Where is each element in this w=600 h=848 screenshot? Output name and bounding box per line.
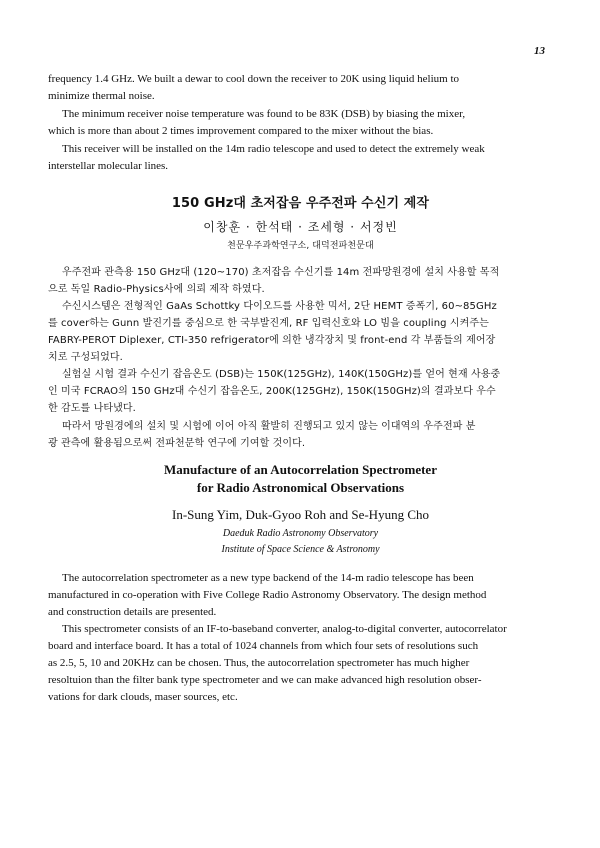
text-line: as 2.5, 5, 10 and 20KHz can be chosen. Thus, the autocorrelation spectrometer has much higher xyxy=(48,657,470,669)
text-line: 한 감도를 나타냈다. xyxy=(48,403,136,414)
text-line: manufactured in co-operation with Five College Radio Astronomy Observatory. The design method xyxy=(48,589,487,601)
text-line: and construction details are presented. xyxy=(48,606,217,618)
text-line: board and interface board. It has a total of 1024 channels from which four sets of resolutions such xyxy=(48,640,479,652)
text-line: minimize thermal noise. xyxy=(48,90,155,102)
korean-paragraph-2 xyxy=(48,298,545,366)
intro-paragraph-1 xyxy=(48,71,545,105)
english-paragraph-1 xyxy=(48,570,545,621)
text-line: vations for dark clouds, maser sources, etc. xyxy=(48,691,238,703)
korean-paragraph-4 xyxy=(48,418,545,452)
page-number: 13 xyxy=(534,45,545,57)
text-line: This receiver will be installed on the 14m radio telescope and used to detect the extremely weak xyxy=(62,143,485,155)
text-line: frequency 1.4 GHz. We built a dewar to cool down the receiver to 20K using liquid helium to xyxy=(48,73,460,85)
korean-paragraph-3 xyxy=(48,366,545,417)
text-line: 광 관측에 활용됨으로써 전파천문학 연구에 기여할 것이다. xyxy=(48,438,306,449)
text-line: 치로 구성되었다. xyxy=(48,352,123,363)
intro-paragraph-2 xyxy=(48,106,545,140)
text-line: which is more than about 2 times improvement compared to the mixer without the bias. xyxy=(48,125,434,137)
text-line: FABRY-PEROT Diplexer, CTI-350 refrigerator에 의한 냉각장치 및 front-end 각 부품들의 제어장 xyxy=(48,335,496,346)
text-line: 따라서 망원경에의 설치 및 시험에 이어 아직 활발히 진행되고 있지 않는 이대역의 우주전파 분 xyxy=(62,421,476,432)
english-article-affiliation-1: Daeduk Radio Astronomy Observatory xyxy=(222,528,379,539)
text-line: 우주전파 관측용 150 GHz대 (120~170) 초저잡음 수신기를 14m 전파망원경에 설치 사용할 목적 xyxy=(62,267,500,278)
text-line: 으로 독일 Radio-Physics사에 의뢰 제작 하였다. xyxy=(48,284,265,295)
korean-article-affiliation: 천문우주과학연구소, 대덕전파천문대 xyxy=(227,241,374,251)
text-line: 를 cover하는 Gunn 발진기를 중심으로 한 국부발진계, RF 입력신호와 LO 빔을 coupling 시켜주는 xyxy=(48,318,489,329)
korean-article-title: 150 GHz대 초저잡음 우주전파 수신기 제작 xyxy=(171,196,430,211)
text-line: The autocorrelation spectrometer as a new type backend of the 14-m radio telescope has been xyxy=(62,572,474,584)
korean-paragraph-1 xyxy=(48,264,545,298)
text-line: 수신시스템은 전형적인 GaAs Schottky 다이오드를 사용한 믹서, 2단 HEMT 증폭기, 60~85GHz xyxy=(62,301,497,312)
text-line: interstellar molecular lines. xyxy=(48,160,169,172)
text-line: 실험실 시험 결과 수신기 잡음온도 (DSB)는 150K(125GHz), 140K(150GHz)를 얻어 현재 사용중 xyxy=(62,369,501,380)
english-article-authors: In-Sung Yim, Duk-Gyoo Roh and Se-Hyung Cho xyxy=(172,507,429,522)
text-line: The minimum receiver noise temperature was found to be 83K (DSB) by biasing the mixer, xyxy=(62,108,466,120)
korean-article-authors: 이창훈 · 한석태 · 조세형 · 서정빈 xyxy=(203,220,398,234)
english-article-affiliation-2: Institute of Space Science & Astronomy xyxy=(221,544,380,555)
text-line: This spectrometer consists of an IF-to-baseband converter, analog-to-digital converter, autocorrelator xyxy=(62,623,507,635)
text-line: resoltuion than the filter bank type spectrometer and we can make advanced high resolution obser- xyxy=(48,674,482,686)
intro-paragraph-3 xyxy=(48,141,545,175)
english-article-title-line-1: Manufacture of an Autocorrelation Spectrometer xyxy=(164,462,437,477)
english-paragraph-2 xyxy=(48,621,545,706)
english-article-title-line-2: for Radio Astronomical Observations xyxy=(196,480,405,495)
text-line: 인 미국 FCRAO의 150 GHz대 수신기 잡음온도, 200K(125GHz), 150K(150GHz)의 결과보다 우수 xyxy=(48,386,496,397)
